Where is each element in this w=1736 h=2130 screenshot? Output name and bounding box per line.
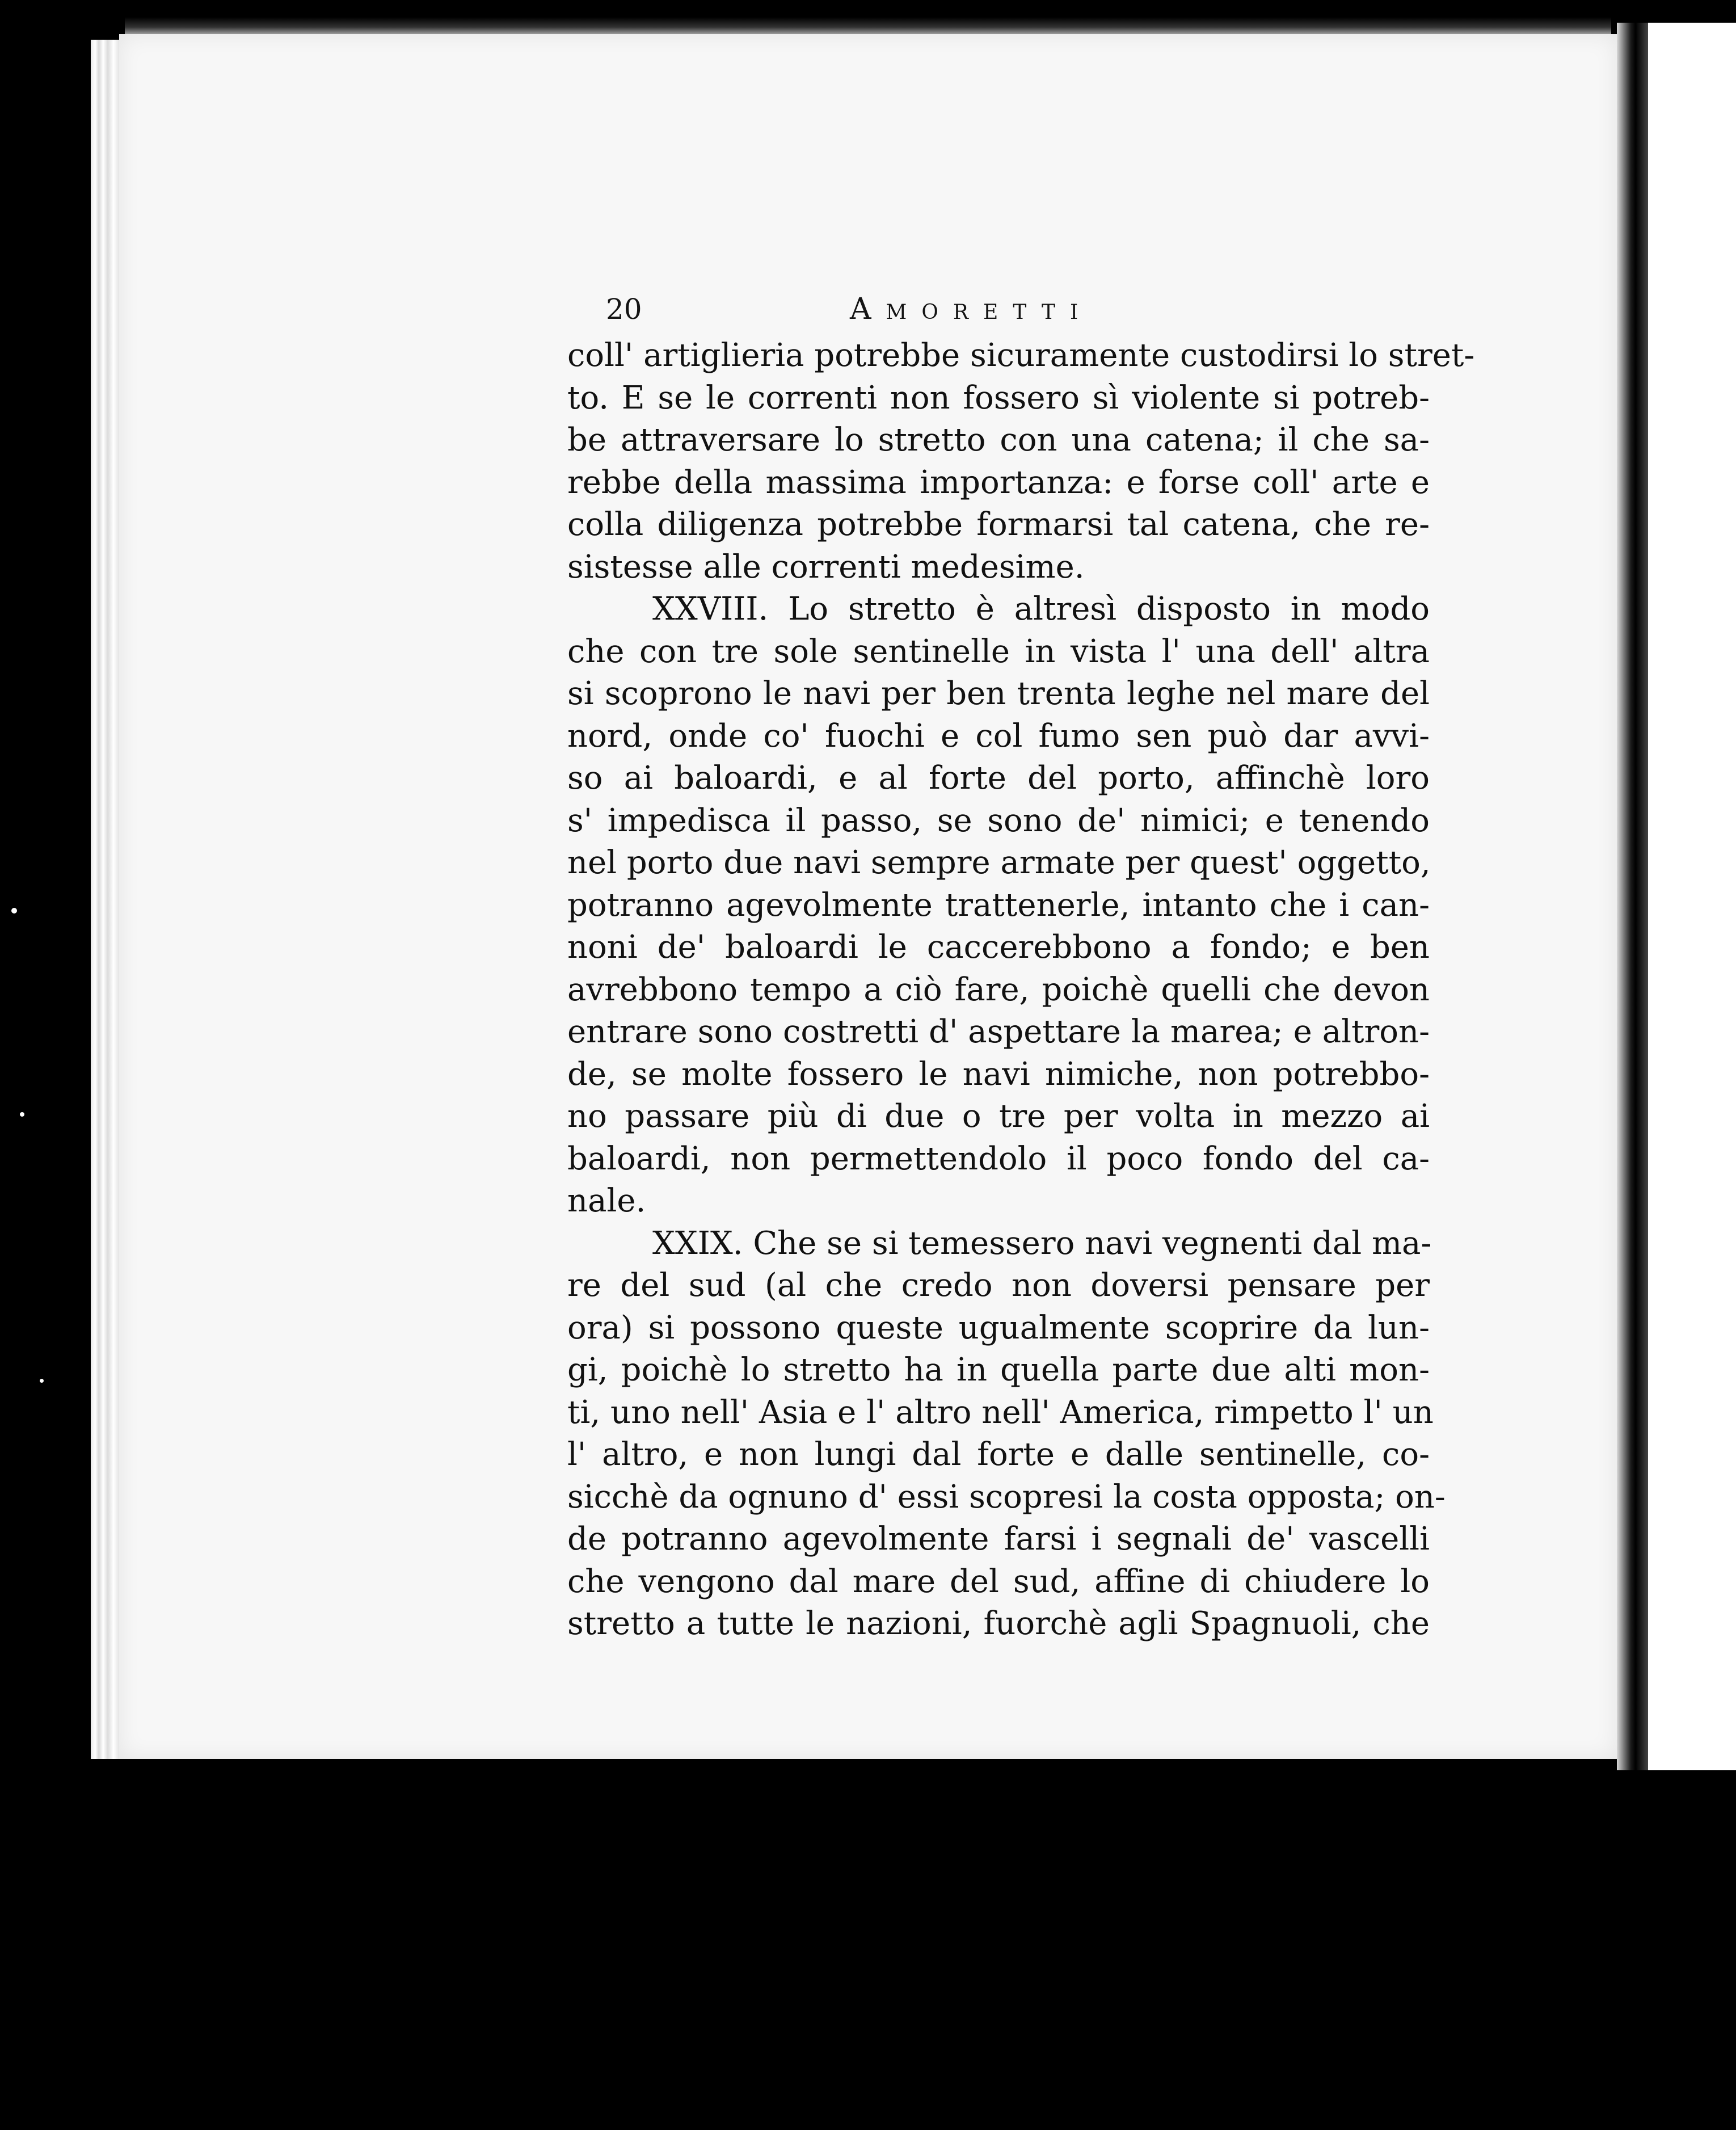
text-line: coll' artiglieria potrebbe sicuramente custodirsi lo stret- [567, 337, 1475, 374]
text-line: nord, onde co' fuochi e col fumo sen può dar avvi- [567, 717, 1430, 755]
page-number: 20 [606, 293, 642, 326]
text-line: rebbe della massima importanza: e forse coll' arte e [567, 464, 1430, 501]
text-line: stretto a tutte le nazioni, fuorchè agli Spagnuoli, che [567, 1605, 1430, 1642]
facing-page [1648, 23, 1736, 1770]
text-line: ora) si possono queste ugualmente scoprire da lun- [567, 1309, 1430, 1346]
page-header [606, 287, 1173, 338]
text-line: baloardi, non permettendolo il poco fondo del ca- [567, 1140, 1430, 1177]
text-line: gi, poichè lo stretto ha in quella parte due alti mon- [567, 1352, 1430, 1388]
text-line: de potranno agevolmente farsi i segnali de' vascelli [567, 1521, 1430, 1557]
text-line: l' altro, e non lungi dal forte e dalle sentinelle, co- [567, 1436, 1430, 1473]
text-line: to. E se le correnti non fossero sì violente si potreb- [567, 379, 1430, 416]
text-line: sistesse alle correnti medesime. [567, 548, 1085, 586]
running-head: Amoretti [850, 292, 1093, 326]
text-line: no passare più di due o tre per volta in mezzo ai [567, 1098, 1430, 1135]
dust-speck [20, 1112, 24, 1117]
text-line: re del sud (al che credo non doversi pensare per [567, 1267, 1430, 1304]
text-line: so ai baloardi, e al forte del porto, affinchè loro [567, 760, 1430, 797]
text-line: entrare sono costretti d' aspettare la marea; e altron- [567, 1013, 1430, 1050]
text-line: che vengono dal mare del sud, affine di chiudere lo [567, 1563, 1430, 1600]
section-xxviii-start: XXVIII. Lo stretto è altresì disposto in modo [652, 591, 1430, 628]
text-line: nel porto due navi sempre armate per quest' oggetto, [567, 844, 1431, 881]
text-line: potranno agevolmente trattenerle, intanto che i can- [567, 886, 1430, 924]
dust-speck [40, 1379, 44, 1383]
section-xxix-start: XXIX. Che se si temessero navi vegnenti dal ma- [652, 1224, 1432, 1262]
body-text [567, 335, 1475, 1645]
text-line: ti, uno nell' Asia e l' altro nell' America, rimpetto l' un [567, 1394, 1434, 1431]
text-line: nale. [567, 1182, 646, 1219]
text-line: avrebbono tempo a ciò fare, poichè quelli che devon [567, 971, 1430, 1008]
book-gutter [1617, 23, 1648, 1770]
text-line: colla diligenza potrebbe formarsi tal catena, che re- [567, 506, 1430, 543]
text-line: si scoprono le navi per ben trenta leghe nel mare del [567, 675, 1430, 712]
text-line: che con tre sole sentinelle in vista l' una dell' altra [567, 633, 1430, 670]
text-line: sicchè da ognuno d' essi scopresi la costa opposta; on- [567, 1478, 1446, 1516]
dust-speck [11, 908, 17, 914]
text-line: be attraversare lo stretto con una catena; il che sa- [567, 422, 1430, 458]
text-line: de, se molte fossero le navi nimiche, non potrebbo- [567, 1055, 1430, 1093]
text-line: noni de' baloardi le caccerebbono a fondo; e ben [567, 929, 1430, 966]
text-line: s' impedisca il passo, se sono de' nimici; e tenendo [567, 802, 1430, 839]
